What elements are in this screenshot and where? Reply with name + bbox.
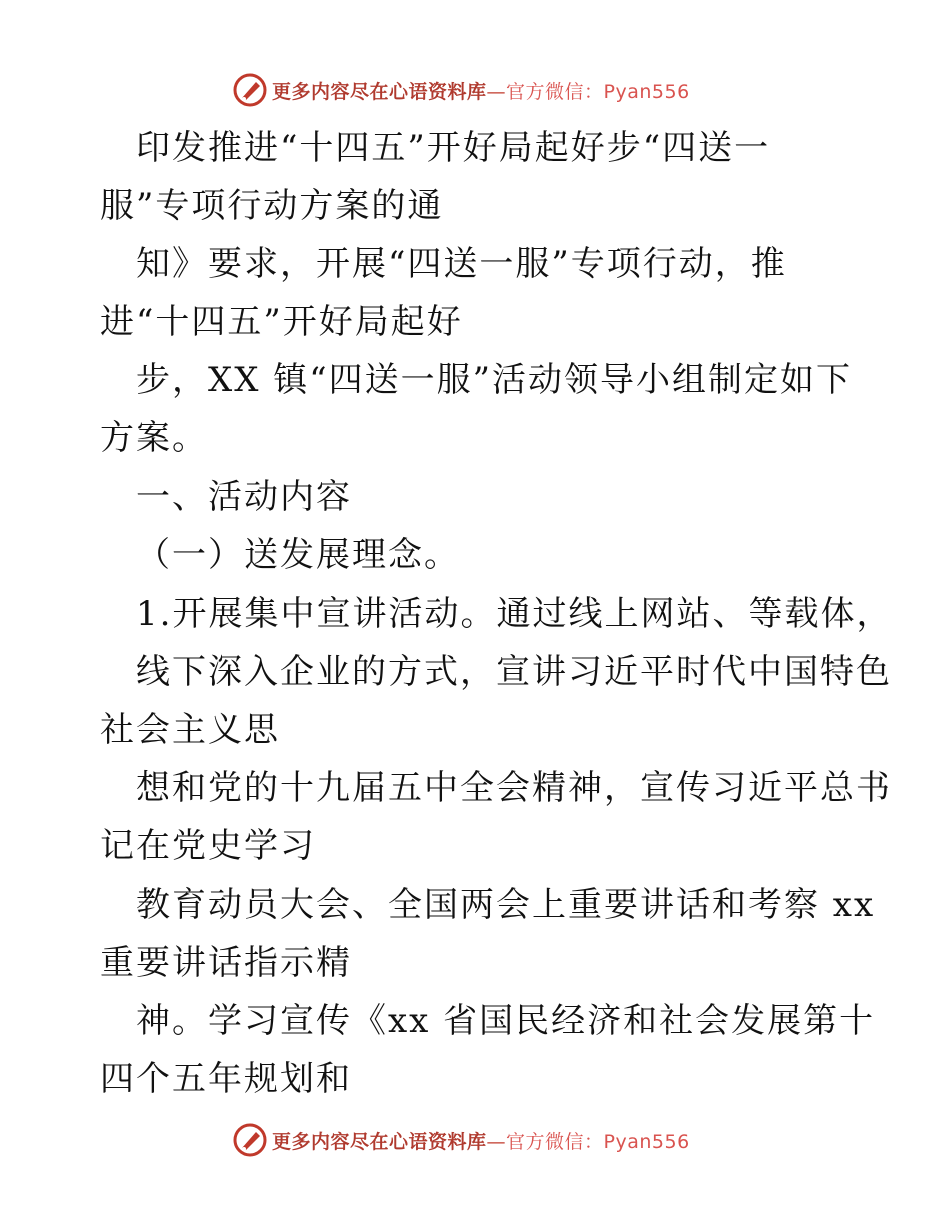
paragraph-line: 社会主义思 <box>100 710 280 750</box>
paragraph-line: 服”专项行动方案的通 <box>100 186 444 226</box>
paragraph-line: 印发推进“十四五”开好局起好步“四送一 <box>136 128 771 168</box>
watermark-brand: 更多内容尽在心语资料库 <box>272 1130 487 1153</box>
paragraph-line: 记在党史学习 <box>100 826 316 866</box>
paragraph-line: 方案。 <box>100 418 208 458</box>
section-heading: 一、活动内容 <box>136 477 352 517</box>
paragraph-line: 步，XX 镇“四送一服”活动领导小组制定如下 <box>136 360 852 400</box>
paragraph-line: 线下深入企业的方式，宣讲习近平时代中国特色 <box>136 652 892 692</box>
watermark-contact: 官方微信：Pyan556 <box>506 80 690 103</box>
paragraph-line: 四个五年规划和 <box>100 1059 352 1099</box>
paragraph-line: 进“十四五”开好局起好 <box>100 302 463 342</box>
subsection-heading: （一）送发展理念。 <box>136 535 460 575</box>
watermark-dash: — <box>486 1130 507 1153</box>
pen-logo-icon <box>232 1122 268 1158</box>
watermark-contact: 官方微信：Pyan556 <box>506 1130 690 1153</box>
paragraph-line: 神。学习宣传《xx 省国民经济和社会发展第十 <box>136 1001 876 1041</box>
paragraph-line: 1.开展集中宣讲活动。通过线上网站、等载体， <box>136 594 893 634</box>
watermark-dash: — <box>486 80 507 103</box>
paragraph-line: 教育动员大会、全国两会上重要讲话和考察 xx <box>136 885 876 925</box>
watermark-text <box>272 1127 690 1154</box>
watermark-footer <box>232 1120 690 1160</box>
watermark-brand: 更多内容尽在心语资料库 <box>272 80 487 103</box>
paragraph-line: 想和党的十九届五中全会精神，宣传习近平总书 <box>136 768 892 808</box>
paragraph-line: 知》要求，开展“四送一服”专项行动，推 <box>136 244 787 284</box>
paragraph-line: 重要讲话指示精 <box>100 943 352 983</box>
